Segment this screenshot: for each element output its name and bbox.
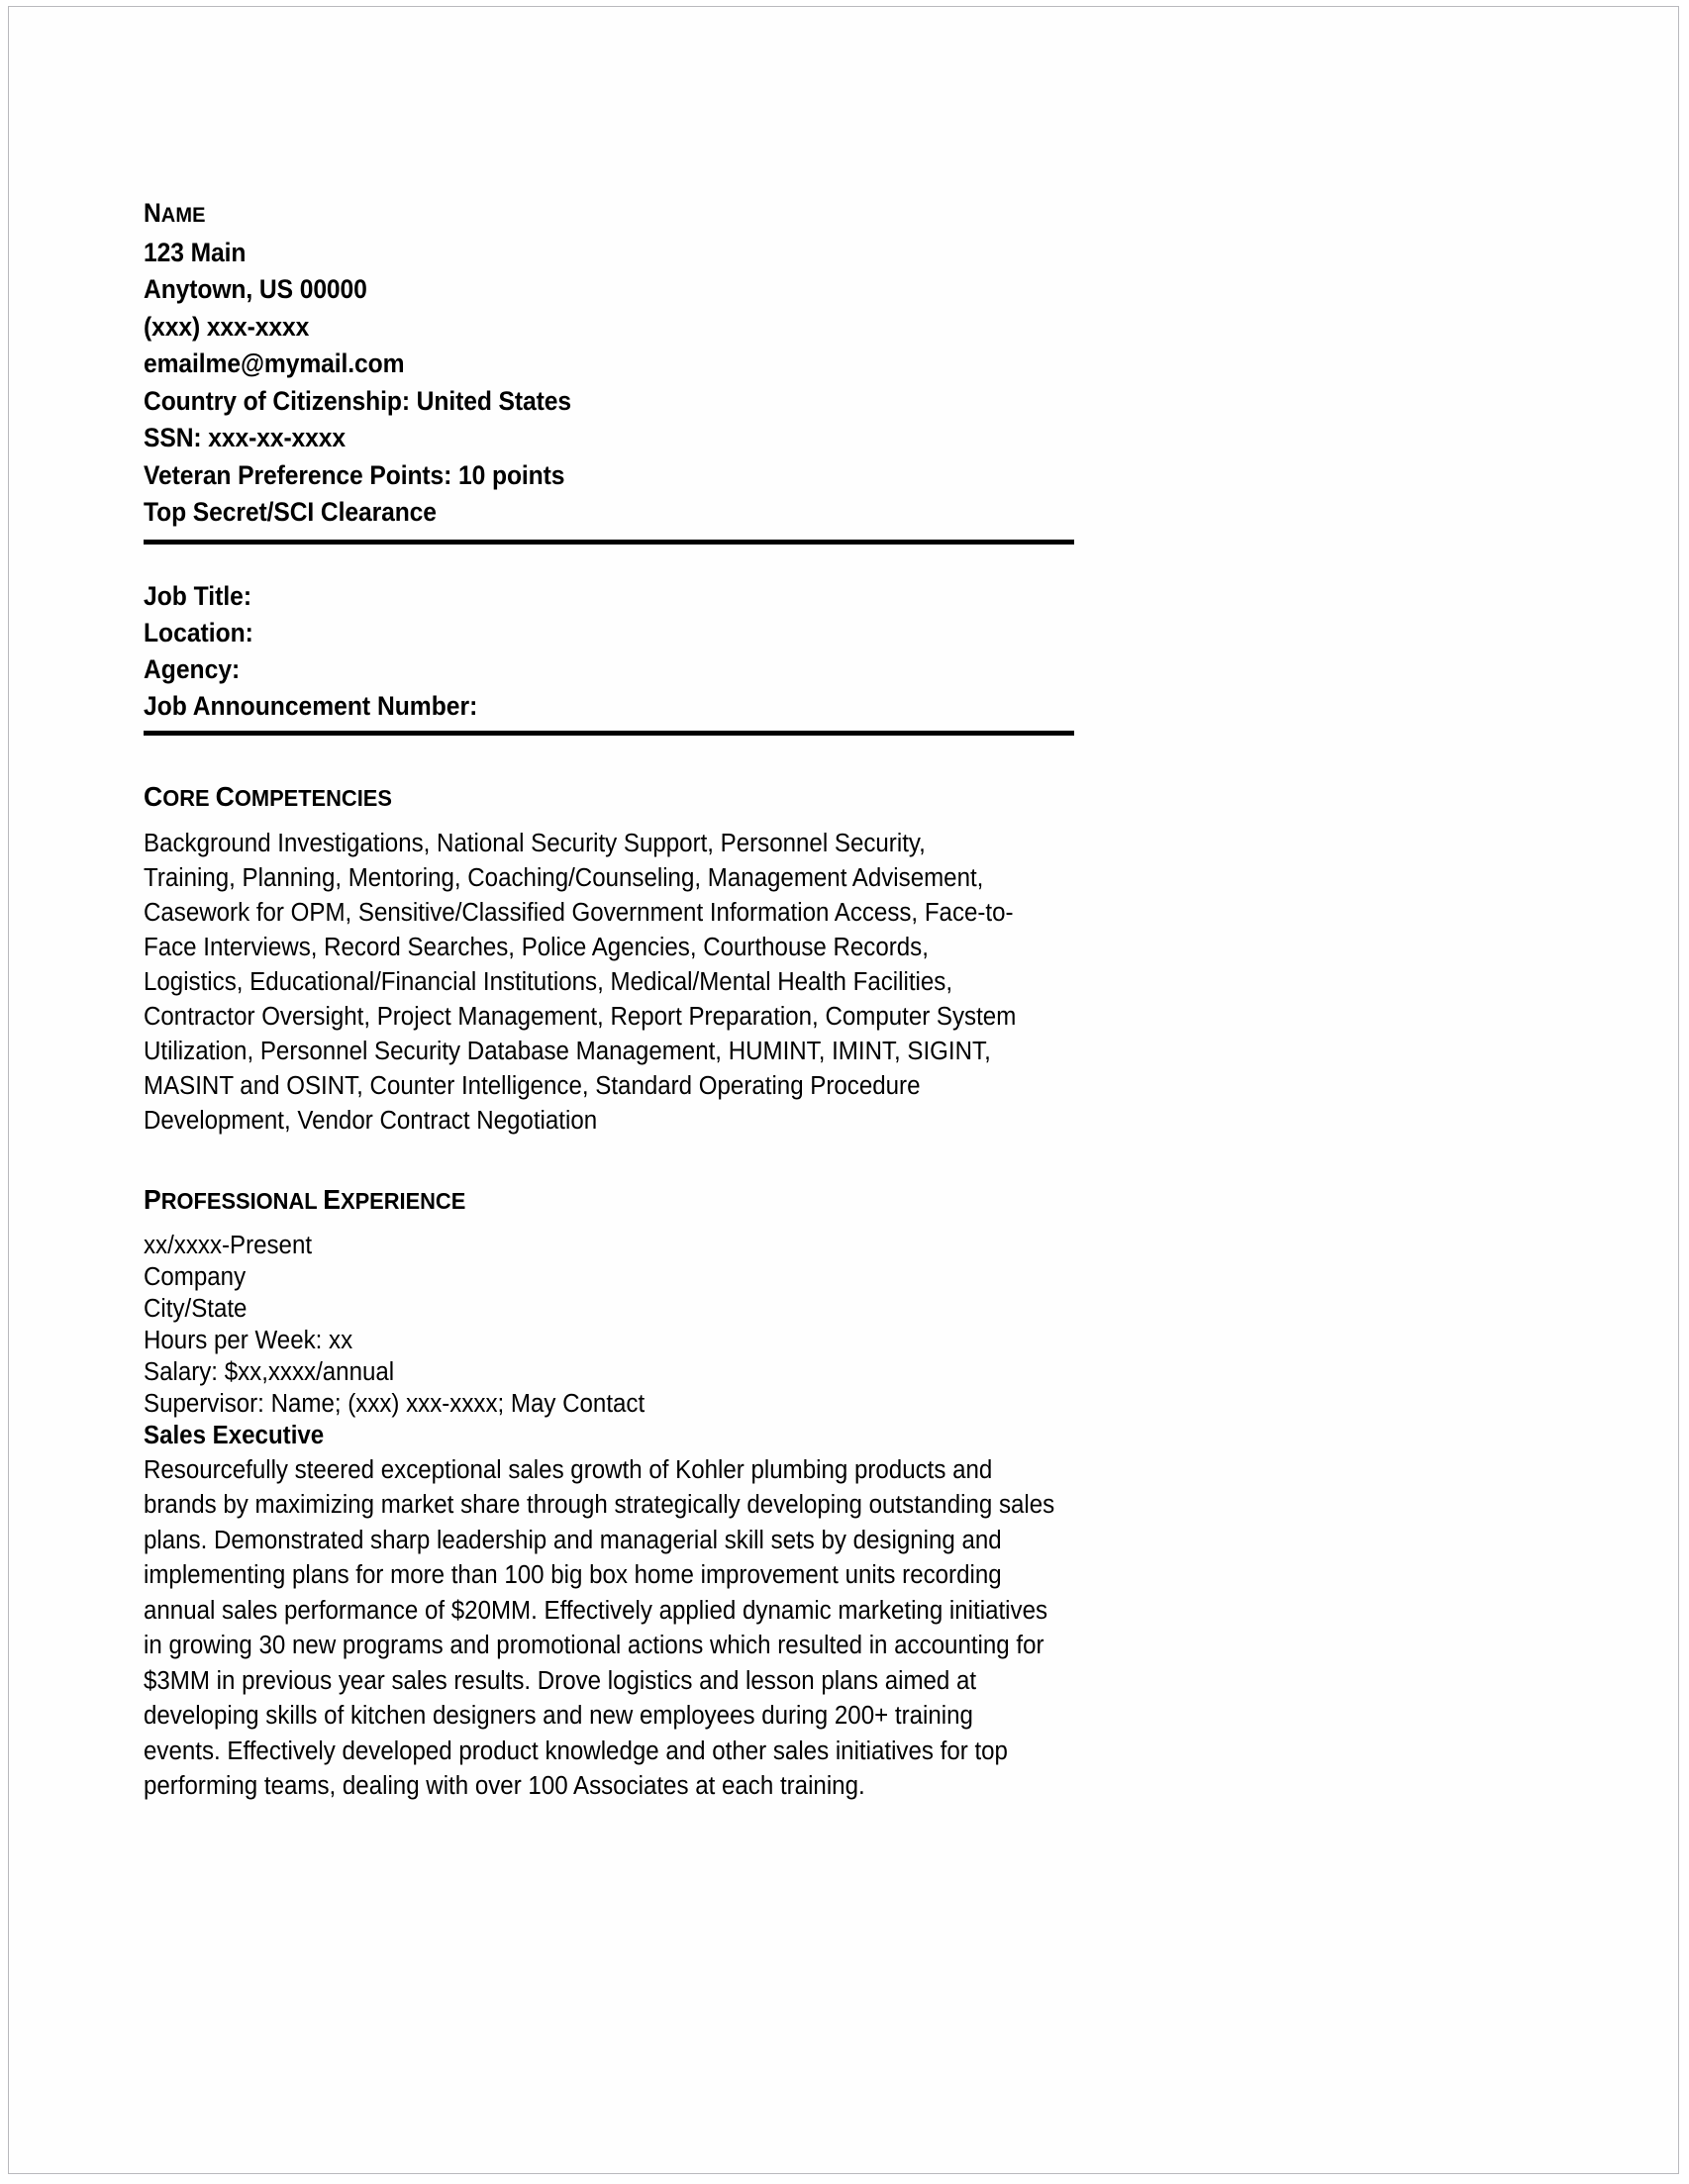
contact-email: emailme@mymail.com <box>144 348 405 378</box>
contact-ssn: SSN: xxx-xx-xxxx <box>144 423 347 452</box>
experience-entry-details <box>144 1230 1023 1451</box>
experience-hours-per-week: Hours per Week: xx <box>144 1326 353 1354</box>
section-heading-core-competencies <box>144 781 1028 813</box>
experience-heading-rest-2: XPERIENCE <box>341 1187 466 1214</box>
applicant-name-rest: AME <box>160 203 206 227</box>
contact-city-state-zip: Anytown, US 00000 <box>144 274 367 304</box>
contact-header-block <box>144 195 1009 532</box>
experience-heading-cap-1: P <box>144 1183 161 1215</box>
job-announcement-block <box>144 578 1009 725</box>
job-title-label: Job Title: <box>144 580 252 611</box>
applicant-name-initial: N <box>144 198 161 228</box>
job-location-label: Location: <box>144 617 253 647</box>
header-divider-rule <box>144 540 1074 545</box>
core-heading-rest-1: ORE <box>162 784 216 811</box>
contact-street-address: 123 Main <box>144 237 247 267</box>
job-announcement-divider-rule <box>144 731 1074 736</box>
contact-security-clearance: Top Secret/SCI Clearance <box>144 497 437 527</box>
experience-description: Resourcefully steered exceptional sales growth of Kohler plumbing products and brands by maximizing market share through strategically developing outstanding sales plans. Demonstrated sharp leadership and managerial skill sets by designing and implementing plans for more than 100 big box home improvement units recording annual sales performance of $20MM. Effectively applied dynamic marketing initiatives in growing 30 new programs and promotional actions which resulted in accounting for $3MM in previous year sales results. Drove logistics and lesson plans aimed at developing skills of kitchen designers and new employees during 200+ training events. Effectively developed product knowledge and other sales initiatives for top performing teams, dealing with over 100 Associates at each training. <box>144 1455 1055 1800</box>
experience-job-title: Sales Executive <box>144 1421 325 1449</box>
experience-salary: Salary: $xx,xxxx/annual <box>144 1357 395 1386</box>
section-heading-professional-experience <box>144 1184 1028 1216</box>
contact-veteran-preference: Veteran Preference Points: 10 points <box>144 459 565 490</box>
experience-heading-rest-1: ROFESSIONAL <box>160 1187 324 1214</box>
contact-phone: (xxx) xxx-xxxx <box>144 311 310 342</box>
experience-company: Company <box>144 1262 247 1291</box>
core-heading-cap-1: C <box>144 780 163 812</box>
resume-content <box>144 195 1074 1805</box>
core-competencies-body: Background Investigations, National Security Support, Personnel Security, Training, Planning, Mentoring, Coaching/Counseling, Management Advisement, Casework for OPM, Sensitive/Classified Government Information Access, Face-to-Face Interviews, Record Searches, Police Agencies, Courthouse Records, Logistics, Educational/Financial Institutions, Medical/Mental Health Facilities, Contractor Oversight, Project Management, Report Preparation, Computer System Utilization, Personnel Security Database Management, HUMINT, IMINT, SIGINT, MASINT and OSINT, Counter Intelligence, Standard Operating Procedure Development, Vendor Contract Negotiation <box>144 829 1017 1135</box>
page-canvas <box>9 7 1678 2173</box>
experience-location: City/State <box>144 1294 248 1323</box>
experience-heading-cap-2: E <box>323 1183 342 1215</box>
resume-page <box>8 6 1679 2174</box>
job-agency-label: Agency: <box>144 653 241 684</box>
core-heading-cap-2: C <box>215 780 235 812</box>
contact-citizenship: Country of Citizenship: United States <box>144 385 571 416</box>
experience-supervisor: Supervisor: Name; (xxx) xxx-xxxx; May Contact <box>144 1389 646 1418</box>
applicant-name <box>144 195 1009 235</box>
core-heading-rest-2: OMPETENCIES <box>234 784 392 811</box>
job-announcement-number-label: Job Announcement Number: <box>144 690 478 721</box>
experience-dates: xx/xxxx-Present <box>144 1231 313 1259</box>
